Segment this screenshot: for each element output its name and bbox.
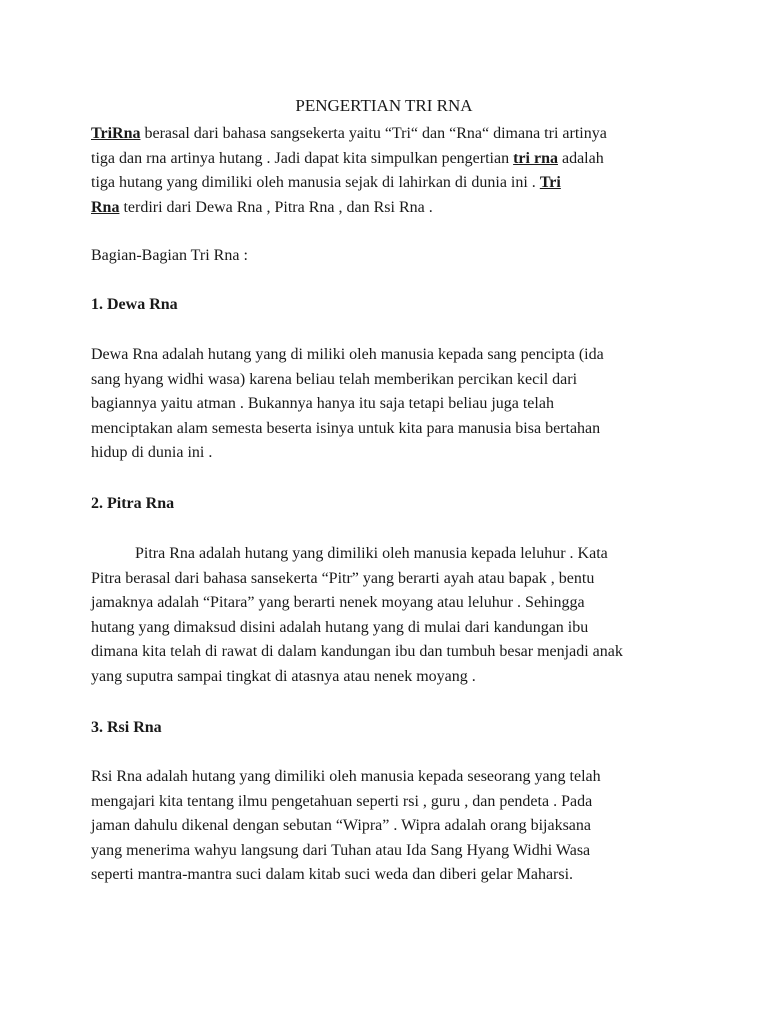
intro-line-2: tiga dan rna artinya hutang . Jadi dapat kita simpulkan pengertian tri rna adalah bbox=[91, 149, 604, 167]
term-rna: Rna bbox=[91, 198, 120, 216]
term-trirna: TriRna bbox=[91, 125, 141, 142]
term-tri-rna: tri rna bbox=[513, 149, 558, 167]
section-body-pitra-rna: Pitra Rna adalah hutang yang dimiliki oleh manusia kepada leluhur . Kata Pitra berasal dari bahasa sansekerta “Pitr” yang berarti ayah atau bapak , bentu jamaknya adalah “Pitara” yang berarti nenek moyang atau leluhur . Sehingga hutang yang dimaksud disini adalah hutang yang di mulai dari kandungan ibu dimana kita telah di rawat di dalam kandungan ibu dan tumbuh besar menjadi anak yang suputra sampai tingkat di atasnya atau nenek moyang . bbox=[91, 545, 623, 685]
section-heading-dewa-rna: 1. Dewa Rna bbox=[91, 296, 178, 313]
section-heading-rsi-rna: 3. Rsi Rna bbox=[91, 719, 162, 736]
term-tri: Tri bbox=[539, 174, 561, 191]
section-body-dewa-rna: Dewa Rna adalah hutang yang di miliki oleh manusia kepada sang pencipta (ida sang hyang widhi wasa) karena beliau telah memberikan percikan kecil dari bagiannya yaitu atman . Bukannya hanya itu saja tetapi beliau juga telah menciptakan alam semesta beserta isinya untuk kita para manusia bisa bertahan hidup di dunia ini . bbox=[91, 346, 604, 461]
intro-line-4: Rna terdiri dari Dewa Rna , Pitra Rna , dan Rsi Rna . bbox=[91, 198, 433, 216]
intro-line-1: TriRna berasal dari bahasa sangsekerta yaitu “Tri“ dan “Rna“ dimana tri artinya bbox=[91, 125, 607, 142]
intro-line-3: tiga hutang yang dimiliki oleh manusia sejak di lahirkan di dunia ini . Tri bbox=[91, 174, 561, 191]
section-body-rsi-rna: Rsi Rna adalah hutang yang dimiliki oleh manusia kepada seseorang yang telah mengajari kita tentang ilmu pengetahuan seperti rsi , guru , dan pendeta . Pada jaman dahulu dikenal dengan sebutan “Wipra” . Wipra adalah orang bijaksana yang menerima wahyu langsung dari Tuhan atau Ida Sang Hyang Widhi Wasa seperti mantra-mantra suci dalam kitab suci weda dan diberi gelar Maharsi. bbox=[91, 768, 601, 883]
page-title: PENGERTIAN TRI RNA bbox=[295, 96, 473, 115]
intro-paragraph bbox=[91, 122, 691, 220]
subtitle: Bagian-Bagian Tri Rna : bbox=[91, 247, 248, 264]
section-heading-pitra-rna: 2. Pitra Rna bbox=[91, 495, 175, 512]
